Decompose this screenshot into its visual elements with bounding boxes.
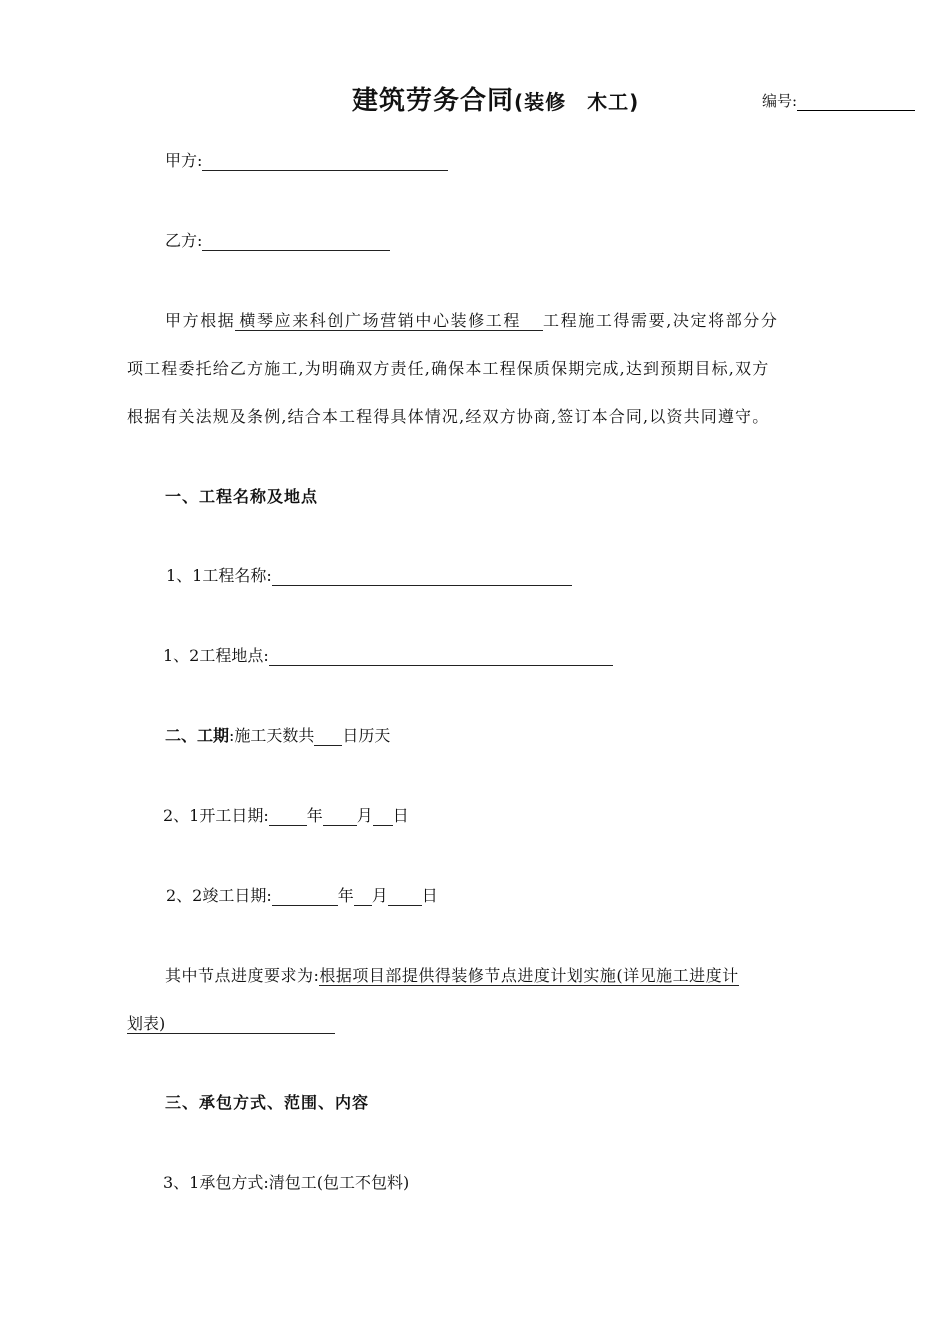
project-name-blank[interactable]: [272, 568, 572, 586]
intro-prefix: 甲方根据: [165, 311, 236, 330]
intro-line-1: [165, 308, 779, 331]
end-year-unit: 年: [337, 886, 354, 905]
intro-line-3: 根据有关法规及条例,结合本工程得具体情况,经双方协商,签订本合同,以资共同遵守。: [127, 407, 770, 426]
milestone-text-2: 划表): [127, 1014, 335, 1034]
project-location-blank[interactable]: [269, 648, 613, 666]
start-date-line: [163, 803, 409, 826]
party-b-blank[interactable]: [202, 233, 390, 251]
contract-method-line: 3、1承包方式:清包工(包工不包料): [163, 1173, 410, 1192]
project-name-label: 1、1工程名称:: [166, 566, 272, 585]
title-main: 建筑劳务合同: [352, 86, 515, 116]
section-3-heading: 三、承包方式、范围、内容: [165, 1093, 370, 1112]
doc-number-blank[interactable]: [797, 96, 915, 111]
project-name-line: [166, 563, 572, 586]
end-month-blank[interactable]: [354, 888, 372, 906]
duration-blank[interactable]: [314, 728, 342, 746]
doc-number: [762, 90, 915, 111]
start-year-unit: 年: [306, 806, 323, 825]
start-month-unit: 月: [356, 806, 373, 825]
project-location-label: 1、2工程地点:: [163, 646, 269, 665]
party-a-label: 甲方:: [165, 151, 203, 170]
end-day-unit: 日: [421, 886, 438, 905]
end-day-blank[interactable]: [388, 888, 422, 906]
milestone-line-2: [127, 1011, 335, 1034]
intro-line1-rest: 工程施工得需要,决定将部分分: [543, 311, 779, 330]
section-2-heading: 二、工期: [165, 726, 230, 745]
party-a-line: [165, 148, 448, 171]
milestone-prefix: 其中节点进度要求为:: [165, 966, 320, 985]
end-date-label: 2、2竣工日期:: [166, 886, 272, 905]
start-day-unit: 日: [392, 806, 409, 825]
doc-number-label: 编号:: [762, 92, 798, 110]
milestone-text-1: 根据项目部提供得装修节点进度计划实施(详见施工进度计: [319, 966, 739, 985]
start-date-label: 2、1开工日期:: [163, 806, 269, 825]
party-b-label: 乙方:: [165, 231, 203, 250]
end-year-blank[interactable]: [272, 888, 338, 906]
title-sub: (装修 木工): [514, 90, 640, 114]
milestone-line-1: [165, 963, 739, 986]
start-month-blank[interactable]: [323, 808, 357, 826]
project-location-line: [163, 643, 613, 666]
party-a-blank[interactable]: [202, 153, 448, 171]
end-month-unit: 月: [371, 886, 388, 905]
duration-prefix: :施工天数共: [229, 726, 315, 745]
party-b-line: [165, 228, 390, 251]
duration-suffix: 日历天: [342, 726, 391, 745]
intro-line-2: 项工程委托给乙方施工,为明确双方责任,确保本工程保质保期完成,达到预期目标,双方: [127, 359, 770, 378]
section-1-heading: 一、工程名称及地点: [165, 487, 319, 506]
contract-title: [352, 80, 639, 117]
start-day-blank[interactable]: [373, 808, 393, 826]
project-name: 横琴应来科创广场营销中心装修工程: [235, 311, 543, 331]
start-year-blank[interactable]: [269, 808, 307, 826]
end-date-line: [166, 883, 438, 906]
section-2-line: [165, 723, 390, 746]
